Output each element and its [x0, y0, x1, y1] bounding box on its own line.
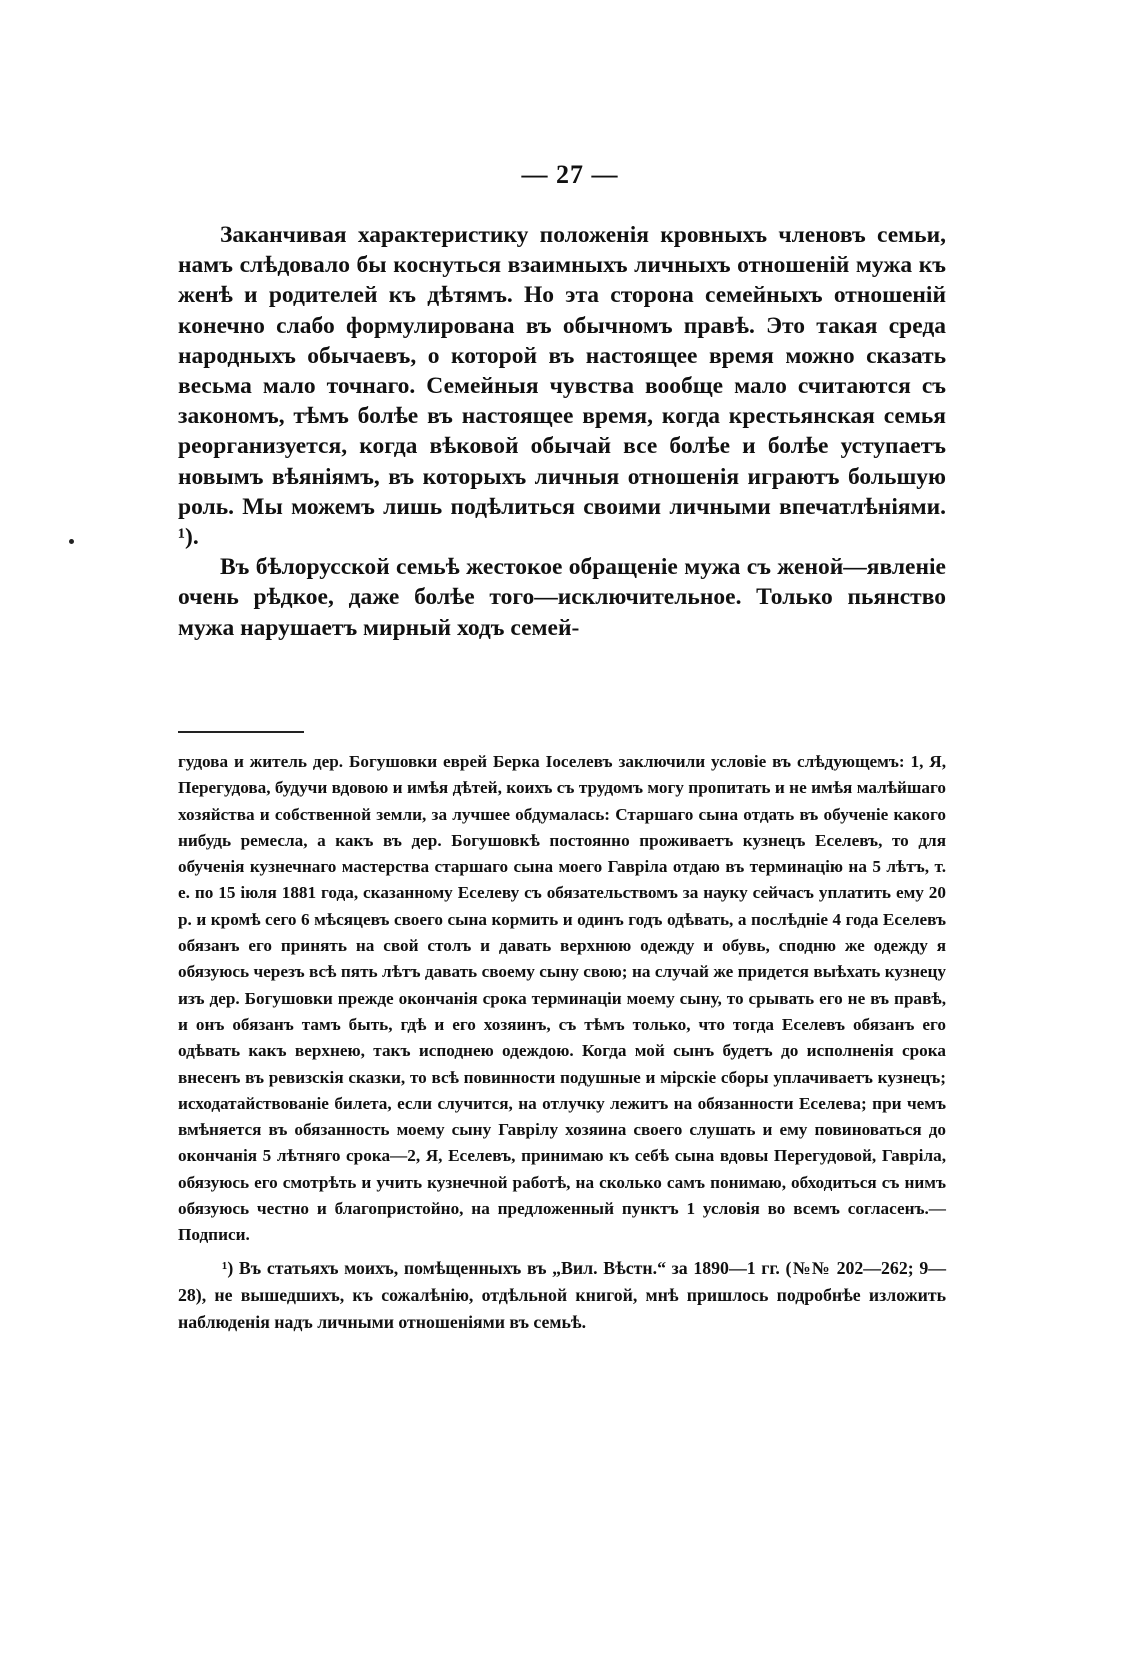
- footnotes: [178, 749, 946, 1336]
- footnote-divider: [178, 731, 304, 733]
- page-number: — 27 —: [521, 160, 619, 189]
- paragraph-text: Заканчивая характеристику положенія кровныхъ членовъ семьи, намъ слѣдовало бы коснуться взаимныхъ личныхъ отношеній мужа къ женѣ и родителей къ дѣтямъ. Но эта сторона семейныхъ отношеній конечно слабо формулирована въ обычномъ правѣ. Это такая среда народныхъ обычаевъ, о которой въ настоящее время можно сказать весьма мало точнаго. Семейныя чувства вообще мало считаются съ закономъ, тѣмъ болѣе въ настоящее время, когда крестьянская семья реорганизуется, когда вѣковой обычай все болѣе и болѣе уступаетъ новымъ вѣяніямъ, въ которыхъ личныя отношенія играютъ большую роль. Мы можемъ лишь подѣлиться своими личными впечатлѣніями.: [178, 222, 946, 520]
- margin-mark: [69, 539, 74, 544]
- paragraph: Въ бѣлорусской семьѣ жестокое обращеніе мужа съ женой—явленіе очень рѣдкое, даже болѣе того—исключительное. Только пьянство мужа нарушаетъ мирный ходъ семей-: [178, 554, 946, 641]
- continued-footnote: гудова и житель дер. Богушовки еврей Берка Іоселевъ заключили условіе въ слѣдующемъ: 1, Я, Перегудова, будучи вдовою и имѣя дѣтей, коихъ съ трудомъ могу пропитать и не имѣя малѣйшаго хозяйства и собственной земли, за лучшее обдумалась: Старшаго сына отдать въ обученіе какого нибудь ремесла, а какъ въ дер. Богушовкѣ постоянно проживаетъ кузнецъ Еселевъ, то для обученія кузнечнаго мастерства старшаго сына моего Гавріла отдаю въ терминацію на 5 лѣтъ, т. е. по 15 іюля 1881 года, сказанному Еселеву съ обязательствомъ за науку сейчасъ уплатить ему 20 р. и кромѣ сего 6 мѣсяцевъ своего сына кормить и одинъ годъ одѣвать, а послѣдніе 4 года Еселевъ обязанъ его принять на свой столъ и давать верхнюю одежду и обувь, сподню же одежду я обязуюсь черезъ всѣ пять лѣтъ давать своему сыну свою; на случай же придется выѣхать кузнецу изъ дер. Богушовки прежде окончанія срока терминаціи моему сыну, то срывать его не въ правѣ, и онъ обязанъ тамъ быть, гдѣ и его хозяинъ, съ тѣмъ только, что тогда Еселевъ обязанъ его одѣвать какъ верхнею, такъ исподнею одеждою. Когда мой сынъ будетъ до исполненія срока внесенъ въ ревизскія сказки, то всѣ повинности подушные и мірскіе сборы уплачиваетъ кузнецъ; исходатайствованіе билета, если случится, на отлучку лежитъ на обязанности Еселева; при чемъ вмѣняется въ обязанность моему сыну Гаврілу хозяина своего слушать и ему повиноваться до окончанія 5 лѣтняго срока—2, Я, Еселевъ, принимаю къ себѣ сына вдовы Перегудовой, Гавріла, обязуюсь его смотрѣть и учить кузнечной работѣ, на сколько самъ понимаю, обходиться съ нимъ обязуюсь честно и благопристойно, на предложенный пунктъ 1 условія во всемъ согласенъ.—Подписи.: [178, 752, 946, 1245]
- footnote-1: ¹) Въ статьяхъ моихъ, помѣщенныхъ въ „Вил. Вѣстн.“ за 1890—1 гг. (№№ 202—262; 9—28), не вышедшихъ, къ сожалѣнію, отдѣльной книгой, мнѣ пришлось подробнѣе изложить наблюденія надъ личными отношеніями въ семьѣ.: [178, 1257, 946, 1332]
- main-text: [178, 220, 946, 643]
- footnote-reference: ¹).: [178, 524, 199, 551]
- paragraph: [178, 220, 946, 552]
